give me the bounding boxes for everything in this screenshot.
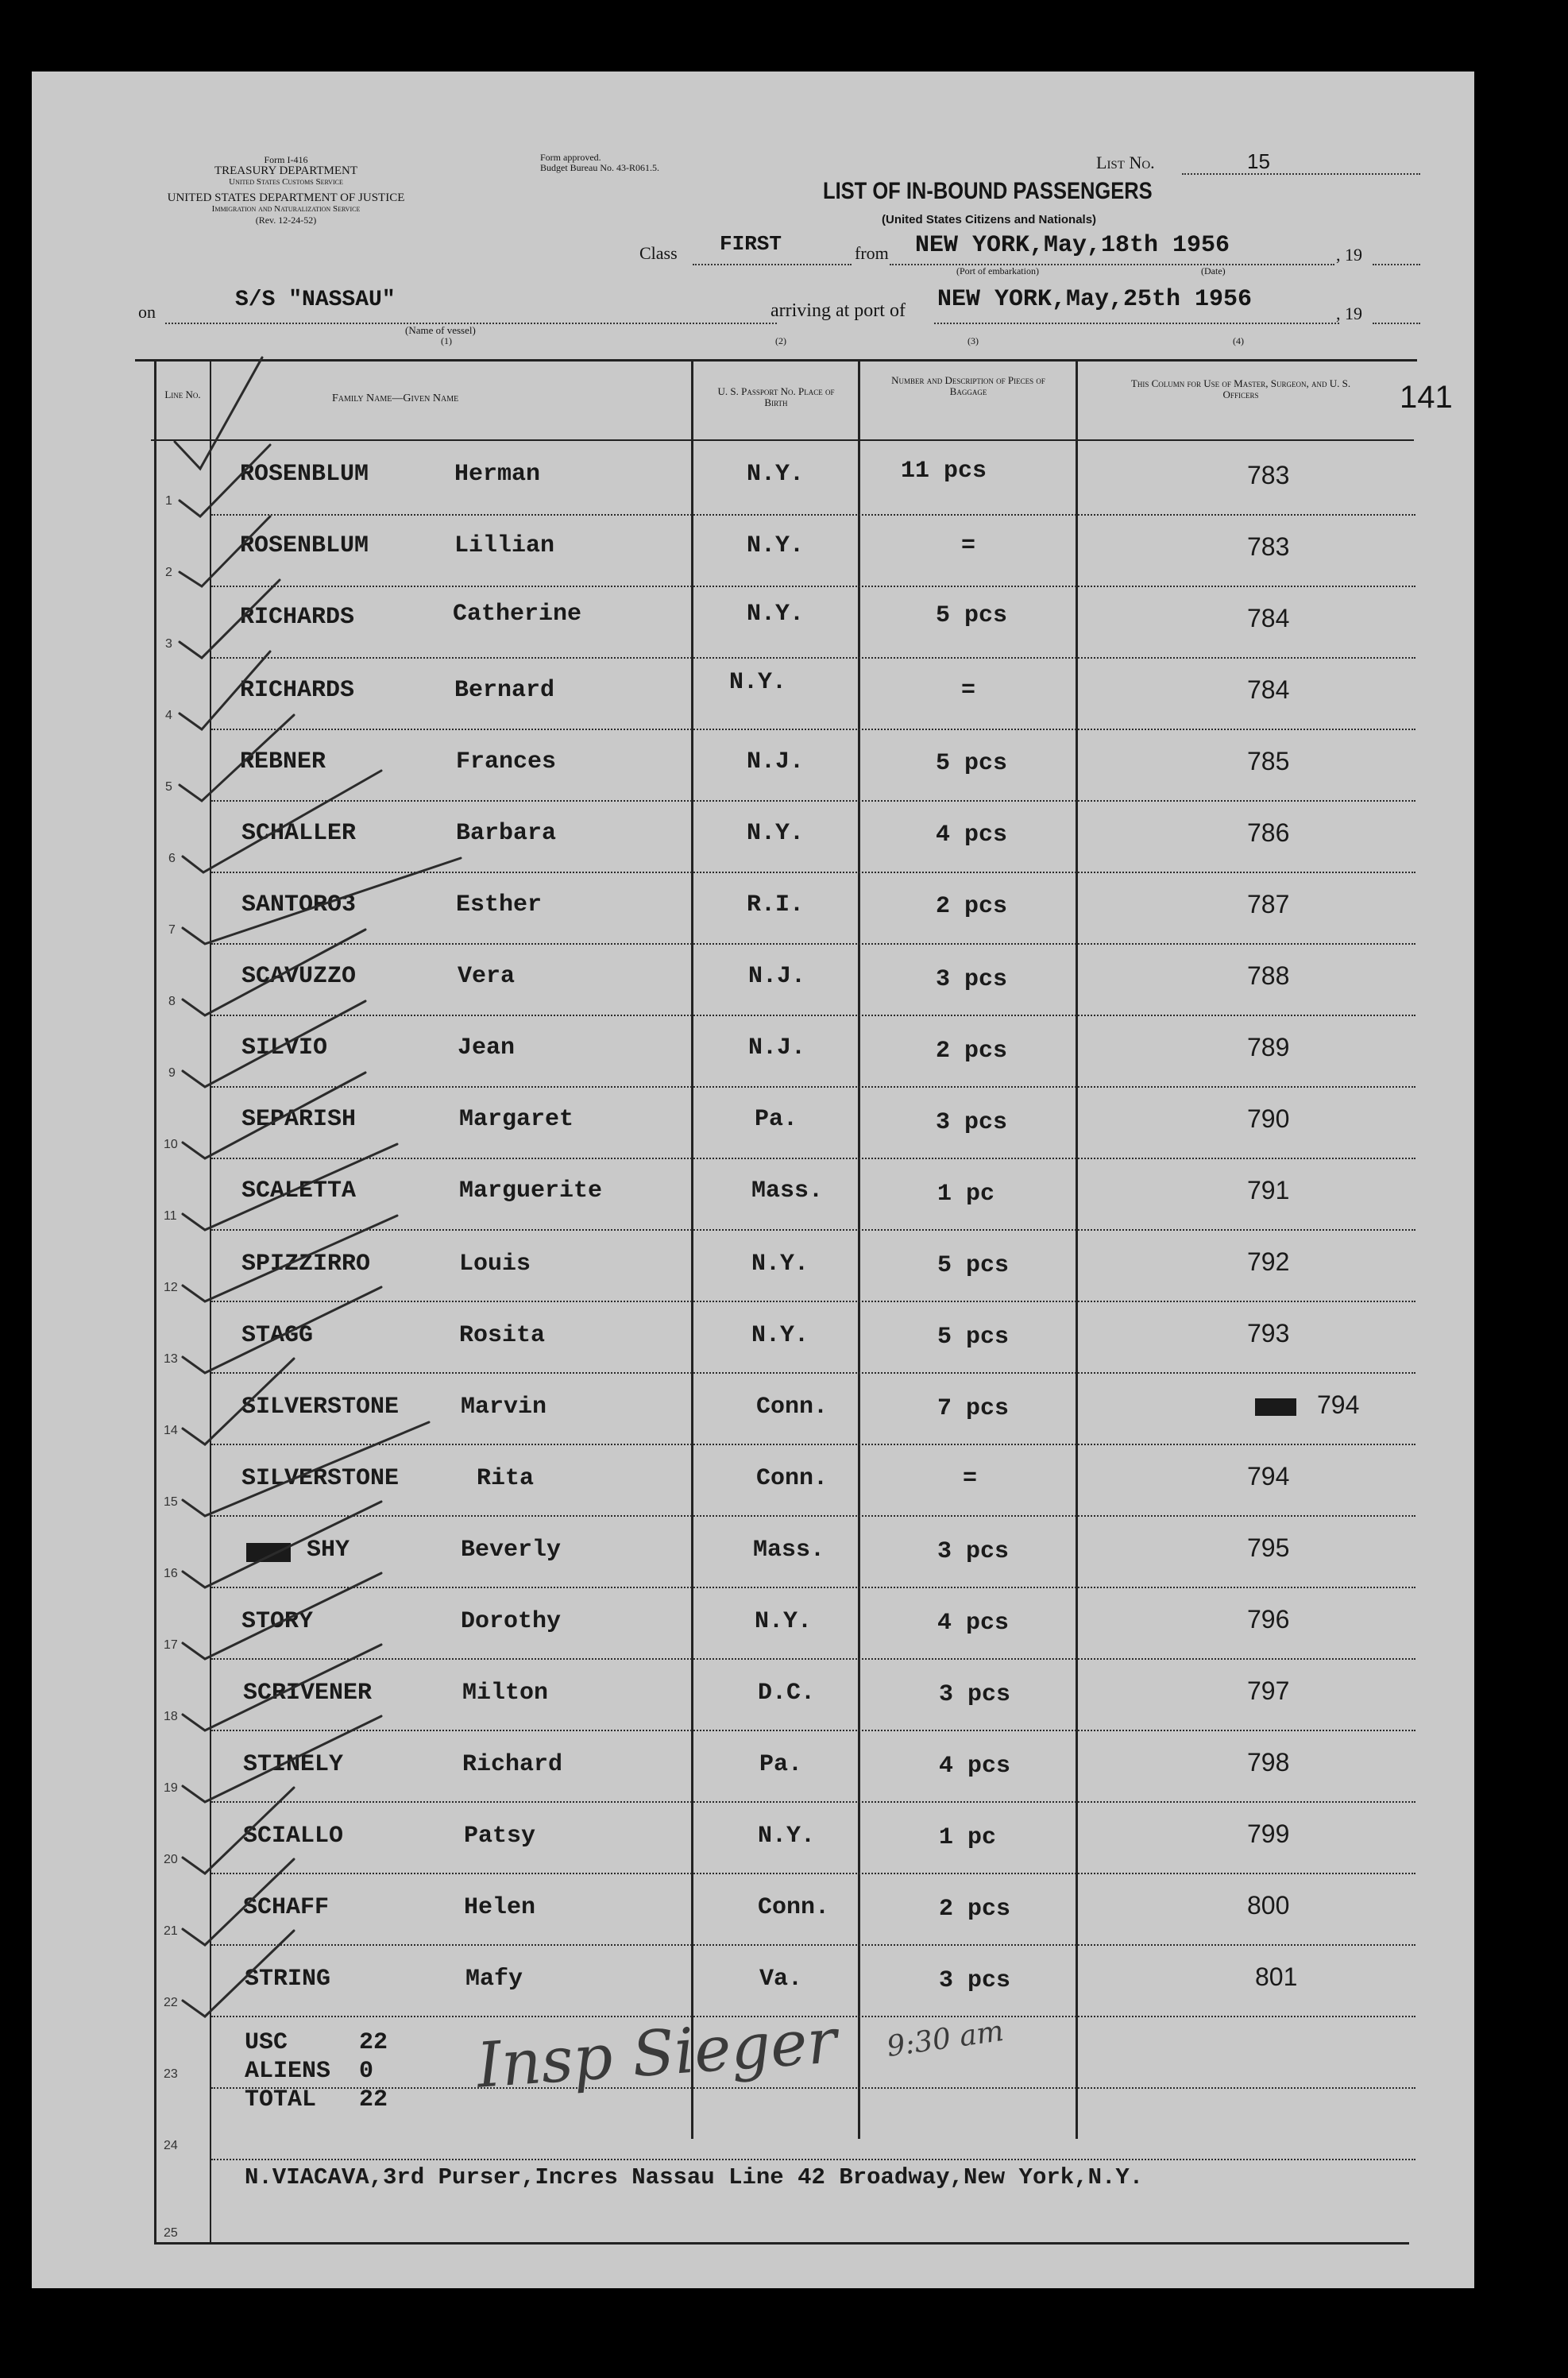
inspector-signature: Insp Sieger [474,2005,840,2102]
family-name: SCIALLO [243,1823,344,1850]
officer-number: 798 [1247,1748,1290,1777]
baggage: 3 pcs [937,1538,1010,1565]
officer-number: 793 [1247,1319,1290,1348]
row-separator [211,1301,1415,1302]
line-number: 7 [168,923,176,937]
given-name: Esther [456,891,543,918]
officer-number: 800 [1247,1891,1290,1920]
given-name: Barbara [456,820,557,847]
birth-place: R.I. [747,891,805,918]
officer-number: 796 [1247,1605,1290,1634]
approved-text: Form approved. [540,152,601,163]
family-name: SCAVUZZO [241,963,357,990]
family-name: SCALETTA [241,1177,357,1204]
birth-place: N.Y. [758,1823,816,1850]
birth-place: N.Y. [755,1608,813,1635]
baggage: = [961,532,976,559]
birth-place: N.J. [748,1034,806,1061]
vessel-value: S/S "NASSAU" [235,288,396,312]
baggage: 4 pcs [937,1610,1010,1637]
family-name: SANTORO3 [241,891,357,918]
birth-place: Pa. [755,1106,798,1133]
given-name: Margaret [459,1106,574,1133]
birth-place: Mass. [751,1177,824,1204]
given-name: Milton [462,1680,549,1707]
list-no-underline [1182,173,1420,175]
grand-total: TOTAL 22 [245,2086,388,2113]
line-number: 1 [165,494,172,508]
baggage: 5 pcs [937,1324,1010,1351]
baggage: 3 pcs [939,1681,1011,1708]
baggage: = [961,677,976,704]
officer-number: 783 [1247,532,1290,561]
line-number: 13 [164,1352,178,1366]
page-subtitle: (United States Citizens and Nationals) [882,213,1097,226]
baggage: 3 pcs [936,966,1008,993]
line-number: 22 [164,1996,178,2009]
officer-number: 789 [1247,1033,1290,1061]
baggage: 1 pc [939,1824,997,1851]
given-name: Bernard [454,677,555,704]
row-separator [211,514,1415,516]
row-separator [211,1658,1415,1660]
given-name: Frances [456,748,557,775]
officer-number: 790 [1247,1104,1290,1133]
row-separator [211,800,1415,802]
officer-number: 801 [1255,1962,1298,1991]
baggage: 2 pcs [936,1038,1008,1065]
birth-place: Conn. [758,1894,830,1921]
form-header [119,154,453,226]
header-bottom-border [151,439,1414,441]
birth-place: N.Y. [747,532,805,559]
year-underline-1 [1373,264,1420,265]
baggage-column-border [1076,359,1078,2139]
year-suffix-2: , 19 [1336,304,1362,323]
line-number: 4 [165,709,172,722]
baggage: 2 pcs [939,1896,1011,1923]
name-column-border [691,359,693,2139]
vessel-col-number: (1) [441,335,452,346]
row-separator [211,1801,1415,1803]
line-number: 17 [164,1638,178,1652]
baggage: 4 pcs [939,1753,1011,1780]
family-name: SILVERSTONE [241,1465,400,1492]
line-number: 14 [164,1424,178,1437]
row-separator [211,2159,1415,2160]
family-name: SCHAFF [243,1894,330,1921]
row-separator [211,1944,1415,1946]
line-number: 9 [168,1066,176,1080]
struck-out-number [1255,1398,1296,1416]
baggage: 4 pcs [936,822,1008,849]
col3-number: (3) [967,335,979,346]
form-revision: (Rev. 12-24-52) [255,215,317,226]
line-number: 15 [164,1495,178,1509]
line-number: 25 [164,2226,178,2240]
birth-place: N.Y. [747,820,805,847]
baggage: 5 pcs [936,602,1008,629]
table-top-border [135,359,1417,362]
line-number: 10 [164,1138,178,1151]
birth-place: N.J. [748,963,806,990]
birth-place: N.J. [747,748,805,775]
row-separator [211,1015,1415,1016]
table-bottom-border [154,2242,1409,2245]
birth-place: N.Y. [747,601,805,628]
baggage: 3 pcs [936,1109,1008,1136]
from-value: NEW YORK,May,18th 1956 [915,232,1230,259]
from-label: from [855,243,889,263]
class-underline [693,264,852,265]
birth-place: N.Y. [747,461,805,488]
ins-service: Immigration and Naturalization Service [211,204,361,214]
header-line-no: Line No. [164,389,201,400]
list-no-label: List No. [1096,153,1155,172]
table-left-border [154,359,156,2244]
justice-dept: UNITED STATES DEPARTMENT OF JUSTICE [167,191,405,204]
officer-number: 785 [1247,747,1290,775]
birth-place: N.Y. [729,669,787,696]
purser-line: N.VIACAVA,3rd Purser,Incres Nassau Line 42 Broadway,New York,N.Y. [245,2164,1144,2190]
given-name: Patsy [464,1823,536,1850]
line-number: 18 [164,1710,178,1723]
given-name: Louis [459,1251,531,1278]
treasury-dept: TREASURY DEPARTMENT [214,164,358,177]
given-name: Helen [464,1894,536,1921]
col2-number: (2) [775,335,786,346]
baggage: 2 pcs [936,893,1008,920]
officer-number: 787 [1247,890,1290,918]
header-name: Family Name—Given Name [332,392,459,404]
passenger-manifest-sheet [32,72,1474,2288]
baggage: 3 pcs [939,1967,1011,1994]
row-separator [211,1158,1415,1159]
family-name: RICHARDS [240,604,355,631]
officer-number: 791 [1247,1176,1290,1204]
row-separator [211,657,1415,659]
arriving-underline [934,323,1339,324]
officer-number: 784 [1247,604,1290,632]
row-separator [211,1229,1415,1231]
given-name: Marvin [461,1394,547,1421]
line-number: 5 [165,780,172,794]
line-number: 3 [165,637,172,651]
family-name: ROSENBLUM [240,461,369,488]
year-underline-2 [1373,323,1420,324]
family-name: SHY [307,1537,350,1564]
header-baggage: Number and Description of Pieces of Baggage [891,374,1045,397]
birth-place: Conn. [756,1394,828,1421]
baggage: 7 pcs [937,1395,1010,1422]
officer-number: 794 [1317,1390,1360,1419]
family-name: STRING [245,1966,331,1993]
family-name: SEPARISH [241,1106,357,1133]
row-separator [211,2087,1415,2089]
family-name: STORY [241,1608,314,1635]
budget-bureau: Budget Bureau No. 43-R061.5. [540,162,659,173]
vessel-caption: (Name of vessel) [405,324,476,336]
row-separator [211,1587,1415,1588]
row-separator [211,1372,1415,1374]
on-label: on [138,302,156,322]
birth-place: Mass. [753,1537,825,1564]
line-number: 19 [164,1781,178,1795]
baggage: 5 pcs [937,1252,1010,1279]
family-name: SPIZZIRRO [241,1251,371,1278]
line-number: 12 [164,1281,178,1294]
row-separator [211,943,1415,945]
family-name: SILVIO [241,1034,328,1061]
birth-place: N.Y. [751,1322,809,1349]
class-value: FIRST [720,232,782,256]
given-name: Marguerite [459,1177,603,1204]
given-name: Lillian [454,532,555,559]
given-name: Jean [458,1034,516,1061]
family-name: STAGG [241,1322,314,1349]
family-name: SCRIVENER [243,1680,373,1707]
form-number: Form I-416 [264,154,308,165]
given-name: Catherine [453,601,582,628]
line-number: 21 [164,1924,178,1938]
line-number: 2 [165,566,172,579]
line-number: 6 [168,852,176,865]
family-name: STINELY [243,1751,344,1778]
header-passport: U. S. Passport No. Place of Birth [717,385,835,408]
birth-place: Conn. [756,1465,828,1492]
given-name: Richard [462,1751,563,1778]
baggage: 5 pcs [936,750,1008,777]
given-name: Mafy [465,1966,523,1993]
row-separator [211,872,1415,873]
birth-place: Va. [759,1966,803,1993]
line-number: 16 [164,1567,178,1580]
arriving-label: arriving at port of [770,300,906,321]
line-number: 23 [164,2067,178,2081]
officer-number: 797 [1247,1676,1290,1705]
arrival-time-note: 9:30 am [884,2014,1006,2064]
passport-column-border [858,359,860,2139]
officer-number: 795 [1247,1533,1290,1562]
birth-place: Pa. [759,1751,803,1778]
list-no-value: 15 [1247,149,1270,173]
row-separator [211,586,1415,587]
birth-place: N.Y. [751,1251,809,1278]
date-caption: (Date) [1201,265,1226,276]
family-name: SILVERSTONE [241,1394,400,1421]
officer-number: 784 [1247,675,1290,704]
officer-number: 783 [1247,461,1290,489]
given-name: Herman [454,461,541,488]
officer-number: 792 [1247,1247,1290,1276]
baggage: = [963,1465,978,1492]
side-page-number: 141 [1400,380,1453,415]
given-name: Rita [477,1465,535,1492]
baggage: 1 pc [937,1181,995,1208]
customs-service: United States Customs Service [229,177,343,187]
port-caption: (Port of embarkation) [956,265,1039,276]
family-name: ROSENBLUM [240,532,369,559]
arriving-value: NEW YORK,May,25th 1956 [937,286,1253,313]
baggage: 11 pcs [901,458,987,485]
officer-number: 799 [1247,1819,1290,1848]
class-label: Class [639,243,678,263]
line-number: 24 [164,2139,178,2152]
row-separator [211,1515,1415,1517]
usc-total: USC 22 [245,2029,388,2056]
officer-number: 786 [1247,818,1290,847]
row-separator [211,1086,1415,1088]
header-officers: This Column for Use of Master, Surgeon, and U. S. Officers [1130,377,1351,400]
line-number: 20 [164,1853,178,1866]
given-name: Dorothy [461,1608,562,1635]
line-number: 11 [164,1209,177,1223]
page-title: LIST OF IN-BOUND PASSENGERS [823,178,1153,204]
row-separator [211,1873,1415,1874]
row-separator [211,1444,1415,1445]
given-name: Beverly [461,1537,562,1564]
col4-number: (4) [1233,335,1244,346]
row-separator [211,729,1415,730]
given-name: Vera [458,963,516,990]
row-separator [211,1730,1415,1731]
family-name: RICHARDS [240,677,355,704]
birth-place: D.C. [758,1680,816,1707]
given-name: Rosita [459,1322,546,1349]
family-name: SCHALLER [241,820,357,847]
year-suffix-1: , 19 [1336,245,1362,265]
officer-number: 794 [1247,1462,1290,1491]
struck-out-name [246,1543,291,1562]
line-number: 8 [168,995,176,1008]
family-name: REBNER [240,748,326,775]
officer-number: 788 [1247,961,1290,990]
form-approval [540,153,659,173]
aliens-total: ALIENS 0 [245,2058,374,2085]
